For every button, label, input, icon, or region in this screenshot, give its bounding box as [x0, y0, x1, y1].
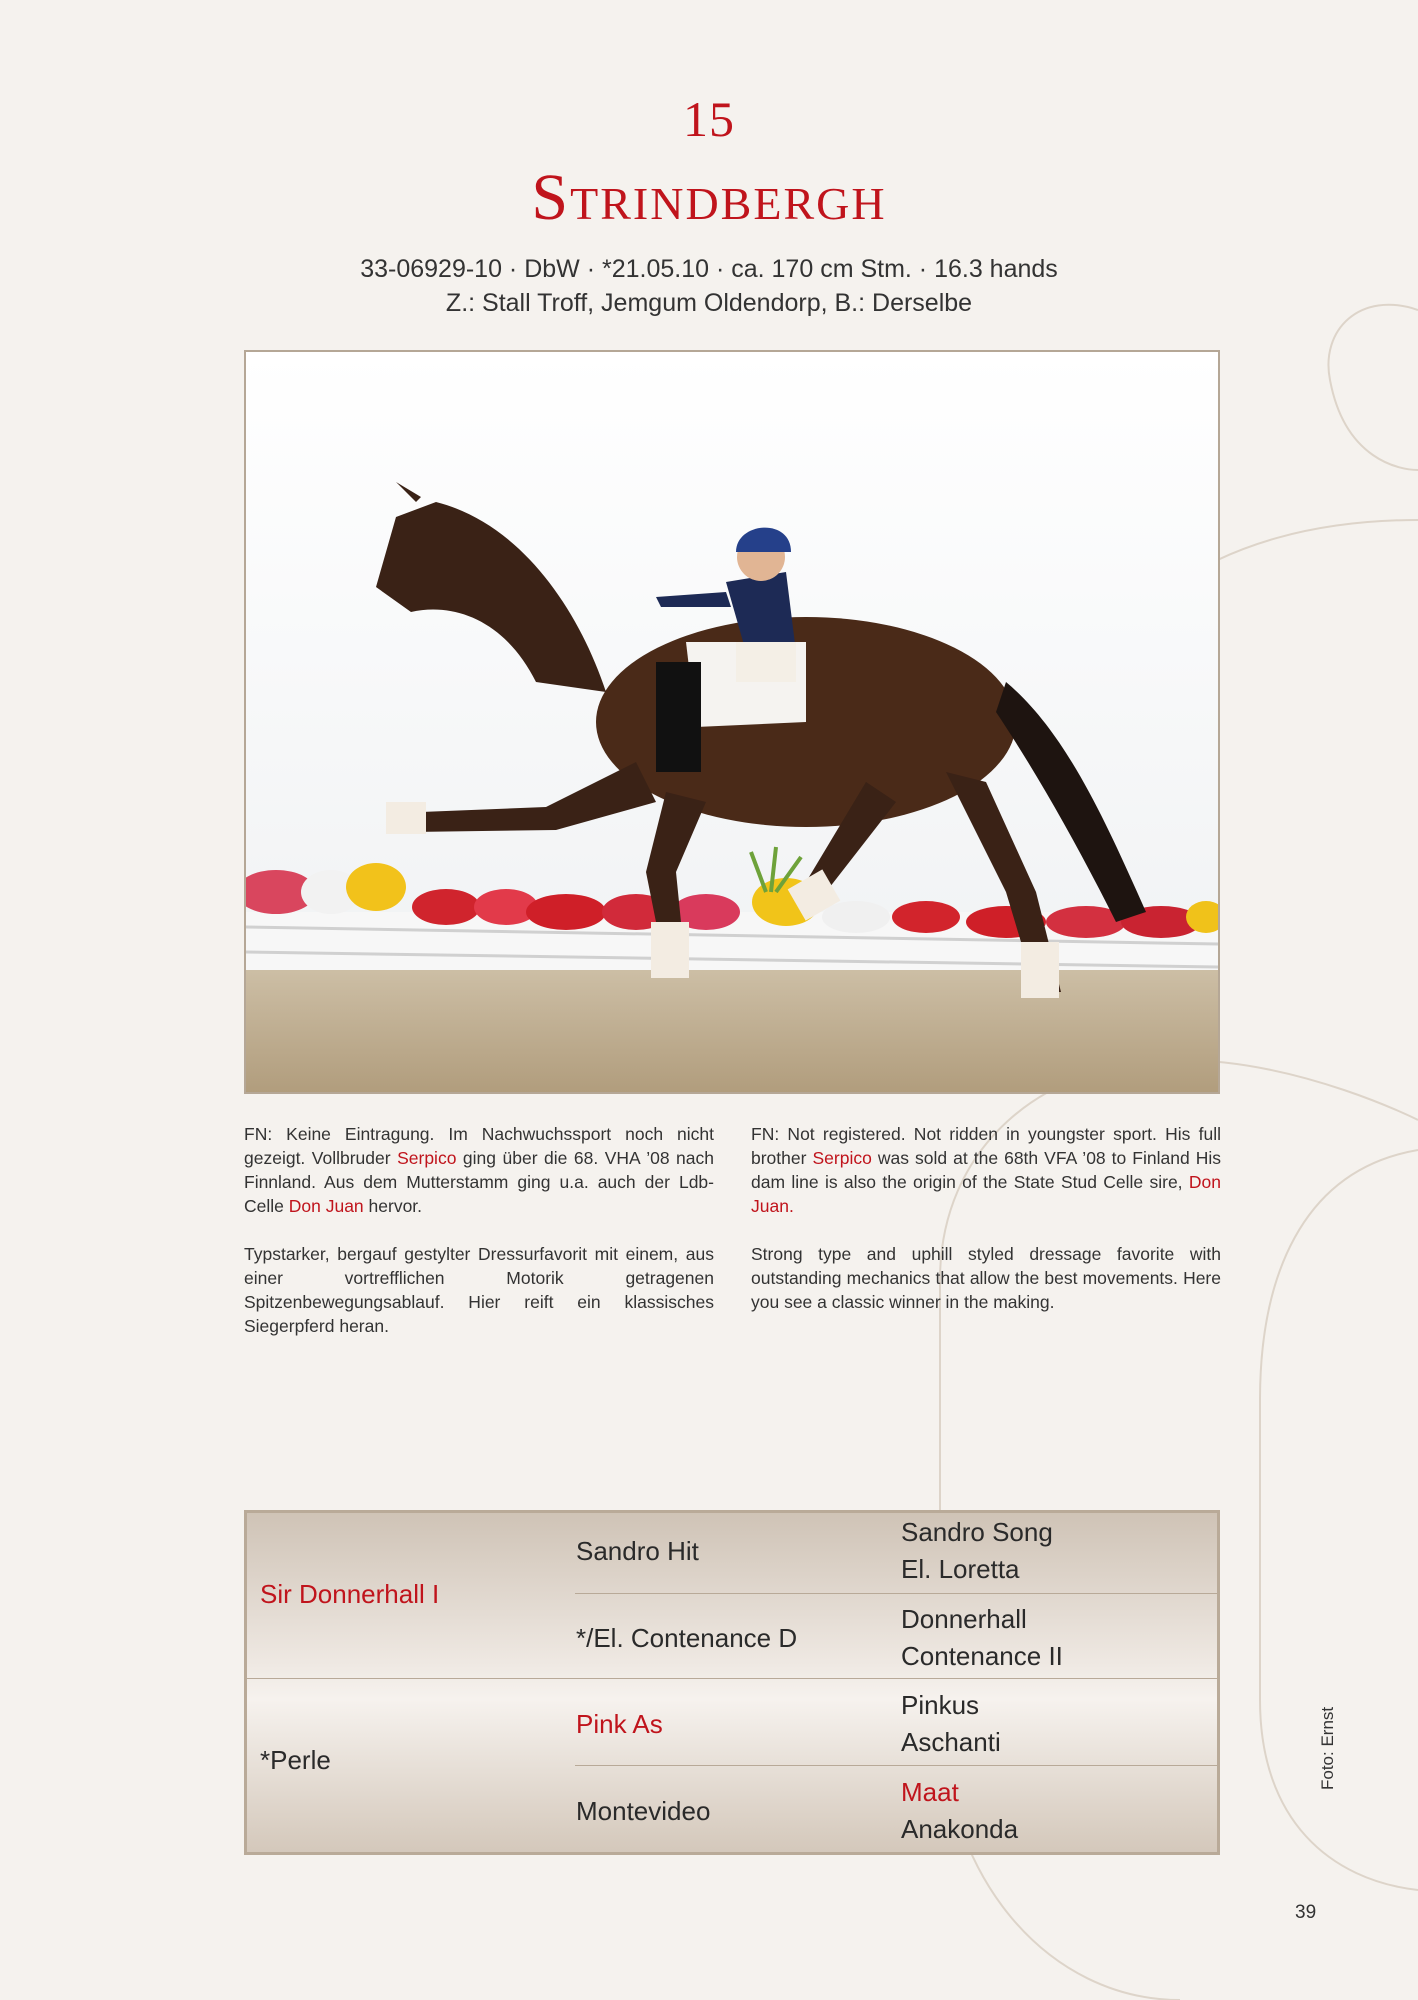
pedigree-great-grandsire: Pinkus [901, 1690, 980, 1720]
pedigree-divider [575, 1765, 1217, 1766]
breeder-owner-line: Z.: Stall Troff, Jemgum Oldendorp, B.: Derselbe [445, 289, 973, 317]
horse-dressage-photo-icon [246, 352, 1218, 1092]
pedigree-sire-dam: */El. Contenance D [576, 1623, 798, 1653]
pedigree-great-granddam: El. Loretta [901, 1554, 1020, 1584]
pedigree-great-grandsire: Donnerhall [901, 1604, 1027, 1634]
description-english [751, 1122, 1221, 1338]
pedigree-sire: Sir Donnerhall I [260, 1579, 440, 1609]
description-german-paragraph-1: FN: Keine Eintragung. Im Nachwuchssport noch nicht gezeigt. Vollbruder Serpico ging über die 68. VHA ’08 nach Finnland. Aus dem Mutterstamm ging u.a. auch der Ldb-Celle Don Juan hervor. [244, 1124, 714, 1216]
description-german-paragraph-2: Typstarker, bergauf gestylter Dressurfavorit mit einem, aus einer vortrefflichen Motorik getragenen Spitzenbewegungsablauf. Hier reift ein klassisches Siegerpferd heran. [244, 1244, 714, 1336]
pedigree-great-grandsire: Maat [901, 1777, 959, 1807]
pedigree-great-grandsire: Sandro Song [901, 1517, 1053, 1547]
pedigree-table [244, 1510, 1220, 1855]
pedigree-great-granddam: Contenance II [901, 1641, 1063, 1671]
sibling-name-link: Serpico [812, 1148, 872, 1168]
related-sire-name: Don Juan [288, 1196, 364, 1216]
pedigree-sire-sire: Sandro Hit [576, 1536, 699, 1566]
pedigree-dam: *Perle [260, 1745, 331, 1775]
description-german [244, 1122, 714, 1362]
lot-number: 15 [683, 91, 735, 147]
pedigree-great-granddam: Aschanti [901, 1727, 1001, 1757]
related-sire-name: Don Juan. [751, 1172, 1221, 1216]
pedigree-dam-dam: Montevideo [576, 1796, 711, 1826]
horse-name: Strindbergh [531, 161, 887, 234]
page-number: 39 [1295, 1902, 1317, 1923]
pedigree-great-granddam: Anakonda [901, 1814, 1019, 1844]
pedigree-divider [247, 1678, 1217, 1679]
sibling-name-link: Serpico [397, 1148, 457, 1168]
description-english-paragraph-1: FN: Not registered. Not ridden in youngster sport. His full brother Serpico was sold at the 68th VFA ’08 to Finland His dam line is also the origin of the State Stud Celle sire, Don Juan. [751, 1124, 1221, 1216]
description-english-paragraph-2: Strong type and uphill styled dressage favorite with outstanding mechanics that allow the best movements. Here you see a classic winner in the making. [751, 1244, 1221, 1312]
horse-photo [244, 350, 1220, 1094]
pedigree-divider [575, 1593, 1217, 1594]
pedigree-dam-sire: Pink As [576, 1709, 663, 1739]
horse-info-line: 33-06929-10 · DbW · *21.05.10 · ca. 170 cm Stm. · 16.3 hands [360, 255, 1058, 283]
photo-credit: Foto: Ernst [1318, 1706, 1337, 1790]
